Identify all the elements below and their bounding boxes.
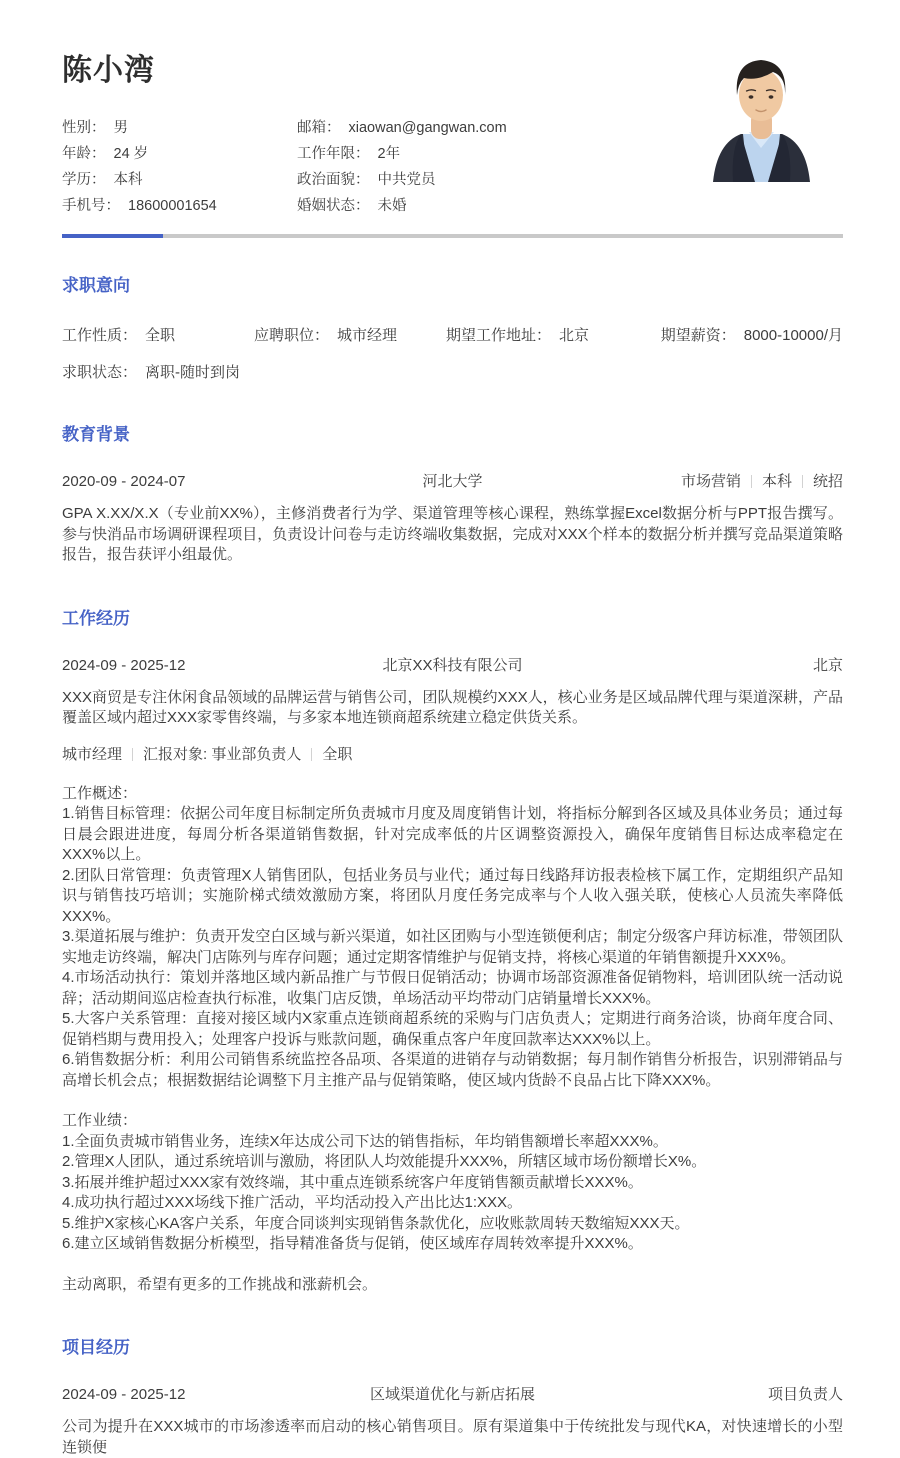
pipe-separator	[132, 748, 133, 761]
work-position: 城市经理	[62, 745, 123, 763]
resume-header	[62, 45, 843, 219]
field-job-nature	[62, 324, 254, 345]
field-value: 全职	[145, 327, 176, 344]
education-enroll-type: 统招	[812, 473, 843, 490]
field-label: 政治面貌：	[297, 172, 370, 188]
work-location: 北京	[812, 656, 843, 674]
info-field-political-status	[297, 167, 507, 193]
field-value: 本科	[113, 172, 143, 188]
section-title-work: 工作经历	[62, 608, 130, 628]
basic-info-right-column	[297, 115, 507, 219]
field-label: 期望工作地址：	[446, 327, 552, 344]
job-intent-row-2	[62, 361, 843, 382]
work-summary-row	[62, 654, 843, 675]
work-overview-block	[62, 784, 843, 1092]
field-label: 邮箱：	[297, 120, 341, 136]
section-title-project: 项目经历	[62, 1338, 130, 1357]
work-overview-item: 4.市场活动执行：策划并落地区域内新品推广与节假日促销活动；协调市场部资源准备促销物料，培训团队统一活动说辞；活动期间巡店检查执行标准，收集门店反馈，单场活动平均带动门店销量增长XXX%。	[62, 969, 843, 1007]
field-target-position	[254, 324, 446, 345]
candidate-name: 陈小湾	[62, 54, 155, 87]
work-overview-item: 2.团队日常管理：负责管理X人销售团队，包括业务员与业代；通过每日线路拜访报表检核下属工作，定期组织产品知识与销售技巧培训；实施阶梯式绩效激励方案，将团队月度任务完成率与个人收入强关联，使核心人员流失率降低XXX%。	[62, 866, 843, 925]
project-description: 公司为提升在XXX城市的市场渗透率而启动的核心销售项目。原有渠道集中于传统批发与现代KA，对快速增长的小型连锁便	[62, 1418, 843, 1456]
education-period: 2020-09 - 2024-07	[62, 473, 186, 490]
header-divider	[62, 234, 843, 238]
work-achievement-item: 1.全面负责城市销售业务，连续X年达成公司下达的销售指标，年均销售额增长率超XXX%。	[62, 1132, 668, 1150]
work-achievement-item: 3.拓展并维护超过XXX家有效终端，其中重点连锁系统客户年度销售额贡献增长XXX%。	[62, 1173, 643, 1191]
section-job-intent	[62, 271, 843, 382]
work-achievement-block	[62, 1111, 843, 1255]
work-company: 北京XX科技有限公司	[382, 656, 523, 674]
pipe-separator	[802, 475, 803, 488]
field-label: 应聘职位：	[254, 327, 330, 344]
field-label: 手机号：	[62, 198, 120, 214]
work-overview-item: 3.渠道拓展与维护：负责开发空白区域与新兴渠道，如社区团购与小型连锁便利店；制定分级客户拜访标准，带领团队实地走访终端，解决门店陈列与库存问题；通过定期客情维护与促销支持，将核心渠道的年销售额提升XXX%。	[62, 928, 843, 966]
work-report-to: 汇报对象: 事业部负责人	[143, 745, 302, 763]
work-position-line	[62, 743, 843, 764]
field-target-location	[446, 324, 661, 345]
info-field-marital-status	[297, 193, 507, 219]
education-school: 河北大学	[422, 473, 483, 490]
education-major: 市场营销	[680, 473, 741, 490]
education-meta	[483, 470, 844, 491]
work-job-type: 全职	[322, 745, 353, 763]
field-value: 未婚	[377, 198, 407, 214]
field-label: 工作年限：	[297, 146, 370, 162]
work-period: 2024-09 - 2025-12	[62, 656, 186, 674]
info-field-gender	[62, 115, 297, 141]
basic-info-left-column	[62, 115, 297, 219]
field-label: 年龄：	[62, 146, 106, 162]
field-value: 城市经理	[337, 327, 398, 344]
section-title-job-intent: 求职意向	[62, 276, 130, 295]
info-field-age	[62, 141, 297, 167]
field-value: 18600001654	[128, 198, 217, 214]
section-work-experience	[62, 604, 843, 1296]
work-achievement-item: 5.维护X家核心KA客户关系，年度合同谈判实现销售条款优化，应收账款周转天数缩短XXX天。	[62, 1214, 690, 1232]
field-label: 求职状态：	[62, 364, 138, 381]
field-value: 2年	[377, 146, 401, 162]
info-field-work-years	[297, 141, 507, 167]
work-achievement-item: 2.管理X人团队，通过系统培训与激励，将团队人均效能提升XXX%，所辖区域市场份额增长X%。	[62, 1153, 707, 1170]
leave-reason-text: 主动离职，希望有更多的工作挑战和涨薪机会。	[62, 1275, 378, 1293]
field-label: 期望薪资：	[660, 327, 736, 344]
field-value: 中共党员	[377, 172, 436, 188]
field-value: xiaowan@gangwan.com	[348, 120, 507, 136]
info-field-email	[297, 115, 507, 141]
pipe-separator	[751, 475, 752, 488]
field-value: 男	[113, 120, 128, 136]
project-period: 2024-09 - 2025-12	[62, 1386, 186, 1403]
field-value: 24 岁	[113, 146, 149, 162]
field-label: 学历：	[62, 172, 106, 188]
field-label: 婚姻状态：	[297, 198, 370, 214]
education-description: GPA X.XX/X.X（专业前XX%），主修消费者行为学、渠道管理等核心课程，熟练掌握Excel数据分析与PPT报告撰写。参与快消品市场调研课程项目，负责设计问卷与走访终端收集数据，完成对XXX个样本的数据分析并撰写竞品渠道策略报告，报告获评小组最优。	[62, 505, 843, 563]
project-summary-row	[62, 1383, 843, 1404]
field-value: 离职-随时到岗	[145, 364, 241, 381]
section-project-experience	[62, 1333, 843, 1458]
section-title-education: 教育背景	[62, 425, 130, 444]
field-label: 工作性质：	[62, 327, 138, 344]
education-summary-row	[62, 470, 843, 491]
field-job-status	[62, 364, 240, 381]
work-overview-item: 6.销售数据分析：利用公司销售系统监控各品项、各渠道的进销存与动销数据；每月制作销售分析报告，识别滞销品与高增长机会点；根据数据结论调整下月主推产品与促销策略，使区域内货龄不良品占比下降XXX%。	[62, 1051, 843, 1089]
profile-photo	[703, 47, 820, 182]
field-expected-salary	[661, 324, 843, 345]
work-overview-item: 1.销售目标管理：依据公司年度目标制定所负责城市月度及周度销售计划，将指标分解到各区域及具体业务员；通过每日晨会跟进进度，每周分析各渠道销售数据，针对完成率低的片区调整资源投入，确保年度销售目标达成率稳定在XXX%以上。	[62, 805, 843, 863]
work-achievement-item: 4.成功执行超过XXX场线下推广活动，平均活动投入产出比达1:XXX。	[62, 1194, 523, 1211]
section-education	[62, 420, 843, 566]
header-divider-accent	[62, 234, 163, 238]
info-field-phone	[62, 193, 297, 219]
field-label: 性别：	[62, 120, 106, 136]
work-achievement-item: 6.建立区域销售数据分析模型，指导精准备货与促销，使区域库存周转效率提升XXX%。	[62, 1235, 643, 1252]
pipe-separator	[311, 748, 312, 761]
leave-reason	[62, 1275, 843, 1296]
info-field-education	[62, 167, 297, 193]
project-name: 区域渠道优化与新店拓展	[369, 1386, 535, 1403]
job-intent-row-1	[62, 324, 843, 345]
field-value: 北京	[559, 327, 590, 344]
field-value: 8000-10000/月	[743, 327, 843, 344]
project-role: 项目负责人	[767, 1386, 843, 1403]
profile-photo-illustration	[703, 47, 820, 182]
education-degree: 本科	[761, 473, 792, 490]
work-overview-title: 工作概述：	[62, 784, 138, 802]
work-overview-item: 5.大客户关系管理：直接对接区域内X家重点连锁商超系统的采购与门店负责人；定期进行商务洽谈，协商年度合同、促销档期与费用投入；处理客户投诉与账款问题，确保重点客户年度回款率达XXX%以上。	[62, 1010, 843, 1048]
work-achievement-title: 工作业绩：	[62, 1112, 138, 1129]
company-intro: XXX商贸是专注休闲食品领域的品牌运营与销售公司，团队规模约XXX人，核心业务是区域品牌代理与渠道深耕，产品覆盖区域内超过XXX家零售终端，与多家本地连锁商超系统建立稳定供货关系。	[62, 688, 843, 726]
